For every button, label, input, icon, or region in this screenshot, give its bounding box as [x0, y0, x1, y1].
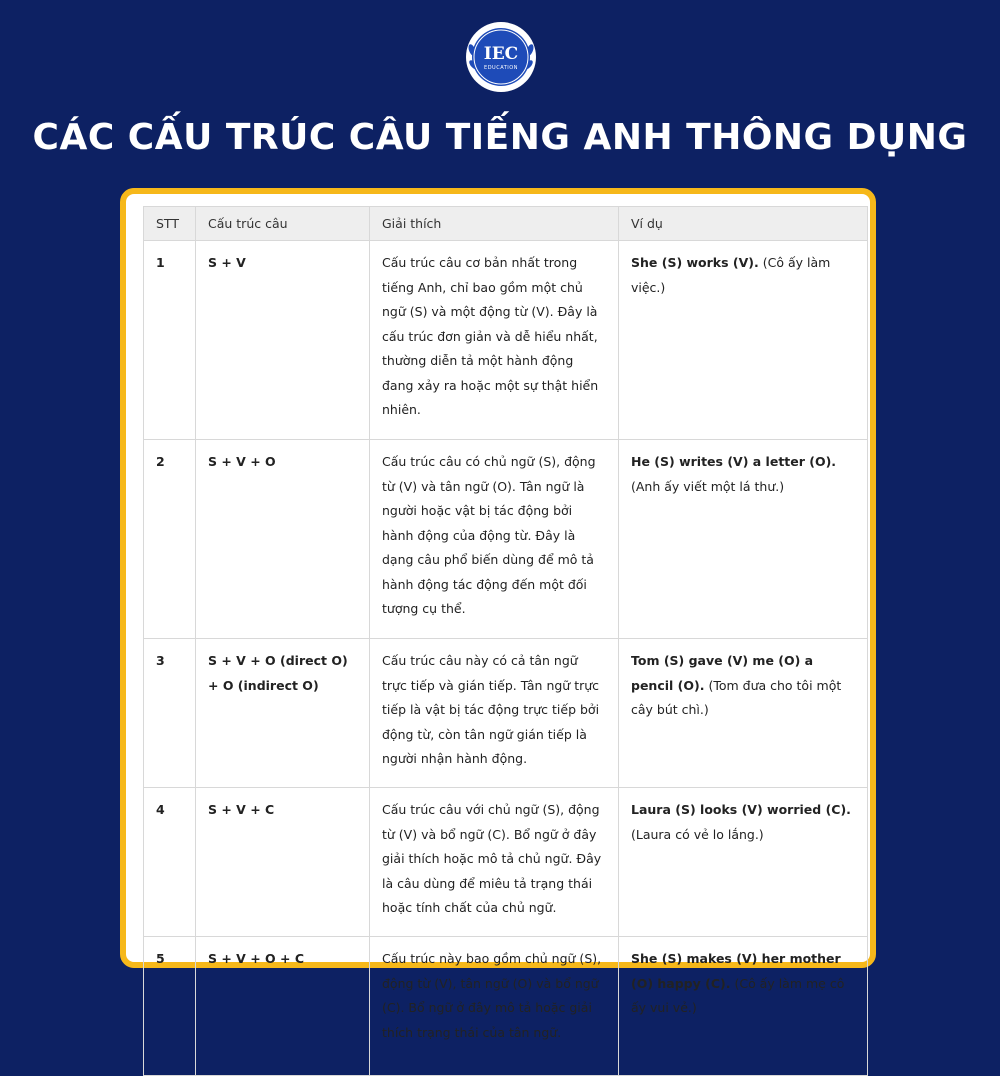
header-structure: Cấu trúc câu	[196, 207, 370, 241]
table-row	[144, 788, 868, 937]
row-explanation: Cấu trúc câu này có cả tân ngữ trực tiếp và gián tiếp. Tân ngữ trực tiếp là vật bị tác động trực tiếp bởi động từ, còn tân ngữ gián tiếp là người nhận hành động.	[370, 639, 619, 788]
iec-education-logo	[464, 20, 538, 94]
row-example	[619, 440, 868, 639]
row-number: 3	[144, 639, 196, 788]
row-structure: S + V + O (direct O) + O (indirect O)	[196, 639, 370, 788]
header-explanation: Giải thích	[370, 207, 619, 241]
example-translation: (Laura có vẻ lo lắng.)	[631, 826, 764, 842]
logo-text: IEC	[483, 44, 519, 64]
page-title: CÁC CẤU TRÚC CÂU TIẾNG ANH THÔNG DỤNG	[32, 117, 968, 158]
logo-subtext: EDUCATION	[484, 65, 518, 71]
row-number: 2	[144, 440, 196, 639]
row-number: 5	[144, 937, 196, 1076]
row-structure: S + V + C	[196, 788, 370, 937]
row-explanation: Cấu trúc này bao gồm chủ ngữ (S), động từ (V), tân ngữ (O) và bổ ngữ (C). Bổ ngữ ở đây mô tả hoặc giải thích trạng thái của tân ngữ.	[370, 937, 619, 1076]
table-row	[144, 937, 868, 1076]
row-structure: S + V	[196, 241, 370, 440]
example-english: He (S) writes (V) a letter (O).	[631, 454, 837, 469]
table-row	[144, 639, 868, 788]
row-explanation: Cấu trúc câu cơ bản nhất trong tiếng Anh, chỉ bao gồm một chủ ngữ (S) và một động từ (V). Đây là cấu trúc đơn giản và dễ hiểu nhất, thường diễn tả một hành động đang xảy ra hoặc một sự thật hiển nhiên.	[370, 241, 619, 440]
example-translation: (Cô ấy làm mẹ cô ấy vui vẻ.)	[631, 975, 845, 1015]
header-stt: STT	[144, 207, 196, 241]
example-translation: (Cô ấy làm việc.)	[631, 255, 831, 295]
table-row	[144, 440, 868, 639]
example-english: Tom (S) gave (V) me (O) a pencil (O).	[631, 653, 814, 693]
row-example	[619, 639, 868, 788]
row-example	[619, 788, 868, 937]
row-example	[619, 937, 868, 1076]
sentence-structure-table	[143, 206, 868, 1076]
header-example: Ví dụ	[619, 207, 868, 241]
row-number: 1	[144, 241, 196, 440]
row-structure: S + V + O	[196, 440, 370, 639]
table-row	[144, 241, 868, 440]
row-number: 4	[144, 788, 196, 937]
example-translation: (Anh ấy viết một lá thư.)	[631, 478, 785, 494]
row-explanation: Cấu trúc câu với chủ ngữ (S), động từ (V) và bổ ngữ (C). Bổ ngữ ở đây giải thích hoặc mô tả chủ ngữ. Đây là câu dùng để miêu tả trạng thái hoặc tính chất của chủ ngữ.	[370, 788, 619, 937]
example-english: Laura (S) looks (V) worried (C).	[631, 802, 851, 817]
row-example	[619, 241, 868, 440]
example-translation: (Tom đưa cho tôi một cây bút chì.)	[631, 677, 842, 717]
row-explanation: Cấu trúc câu có chủ ngữ (S), động từ (V) và tân ngữ (O). Tân ngữ là người hoặc vật bị tác động bởi hành động của động từ. Đây là dạng câu phổ biến dùng để mô tả hành động tác động đến một đối tượng cụ thể.	[370, 440, 619, 639]
row-structure: S + V + O + C	[196, 937, 370, 1076]
example-english: She (S) makes (V) her mother (O) happy (C).	[631, 951, 841, 991]
table-header-row	[144, 207, 868, 241]
table-frame	[120, 188, 876, 1040]
example-english: She (S) works (V).	[631, 255, 759, 270]
